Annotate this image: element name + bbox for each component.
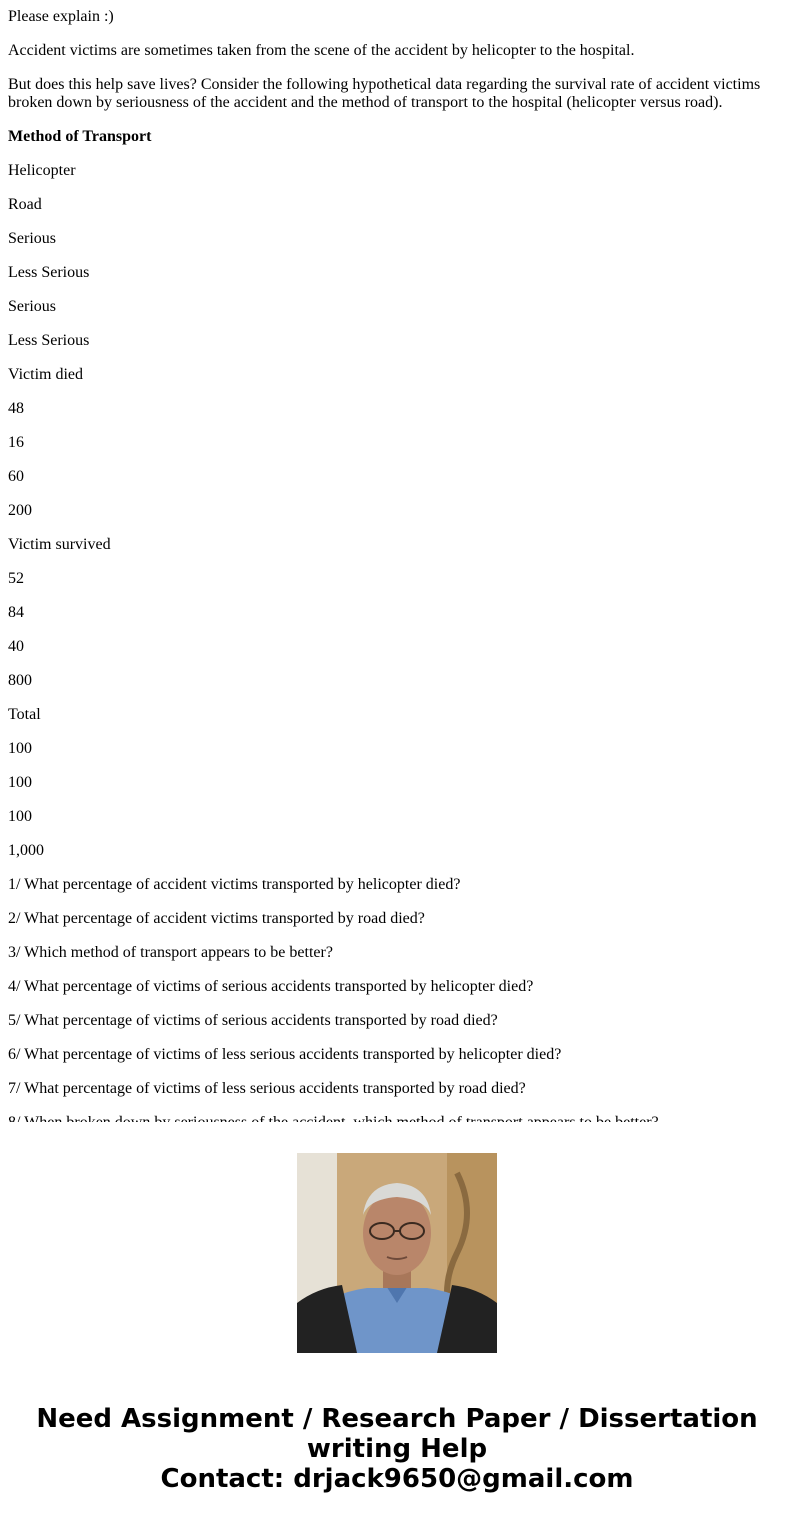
- cell-total-3: 100: [8, 808, 32, 825]
- cell-survived-3: 40: [8, 638, 24, 655]
- row-label-total: Total: [8, 706, 41, 723]
- context-paragraph-2: But does this help save lives? Consider the following hypothetical data regarding the survival rate of accident victims broken down by seriousness of the accident and the method of transport to the hospital (helicopter versus road).: [8, 76, 761, 111]
- cell-died-2: 16: [8, 434, 24, 451]
- banner-contact: Contact: drjack9650@gmail.com: [160, 1464, 634, 1494]
- banner-line-1: Need Assignment / Research Paper / Dissertation: [36, 1404, 758, 1434]
- severity-col-3: Serious: [8, 298, 56, 315]
- severity-col-2: Less Serious: [8, 264, 90, 281]
- cell-total-1: 100: [8, 740, 32, 757]
- banner-line-2: writing Help: [306, 1434, 488, 1464]
- avatar: [297, 1153, 497, 1353]
- question-3: 3/ Which method of transport appears to be better?: [8, 944, 333, 961]
- row-label-died: Victim died: [8, 366, 84, 383]
- cell-survived-1: 52: [8, 570, 24, 587]
- question-6: 6/ What percentage of victims of less serious accidents transported by helicopter died?: [8, 1046, 562, 1063]
- cell-survived-4: 800: [8, 672, 32, 689]
- help-banner: [0, 1122, 794, 1523]
- question-4: 4/ What percentage of victims of serious accidents transported by helicopter died?: [8, 978, 534, 995]
- cell-survived-2: 84: [8, 604, 24, 621]
- severity-col-1: Serious: [8, 230, 56, 247]
- severity-col-4: Less Serious: [8, 332, 90, 349]
- transport-road: Road: [8, 196, 42, 213]
- table-heading: Method of Transport: [8, 128, 152, 145]
- question-2: 2/ What percentage of accident victims transported by road died?: [8, 910, 425, 927]
- row-label-survived: Victim survived: [8, 536, 111, 553]
- transport-helicopter: Helicopter: [8, 162, 76, 179]
- cell-died-4: 200: [8, 502, 32, 519]
- question-content: [8, 0, 786, 1122]
- intro-text: Please explain :): [8, 8, 114, 25]
- context-paragraph-1: Accident victims are sometimes taken from the scene of the accident by helicopter to the hospital.: [8, 42, 635, 59]
- cell-died-1: 48: [8, 400, 24, 417]
- cell-total-4: 1,000: [8, 842, 44, 859]
- avatar-portrait-icon: [297, 1153, 497, 1353]
- question-7: 7/ What percentage of victims of less serious accidents transported by road died?: [8, 1080, 526, 1097]
- question-1: 1/ What percentage of accident victims transported by helicopter died?: [8, 876, 461, 893]
- question-5: 5/ What percentage of victims of serious accidents transported by road died?: [8, 1012, 498, 1029]
- cell-died-3: 60: [8, 468, 24, 485]
- cell-total-2: 100: [8, 774, 32, 791]
- banner-text: [0, 1404, 794, 1494]
